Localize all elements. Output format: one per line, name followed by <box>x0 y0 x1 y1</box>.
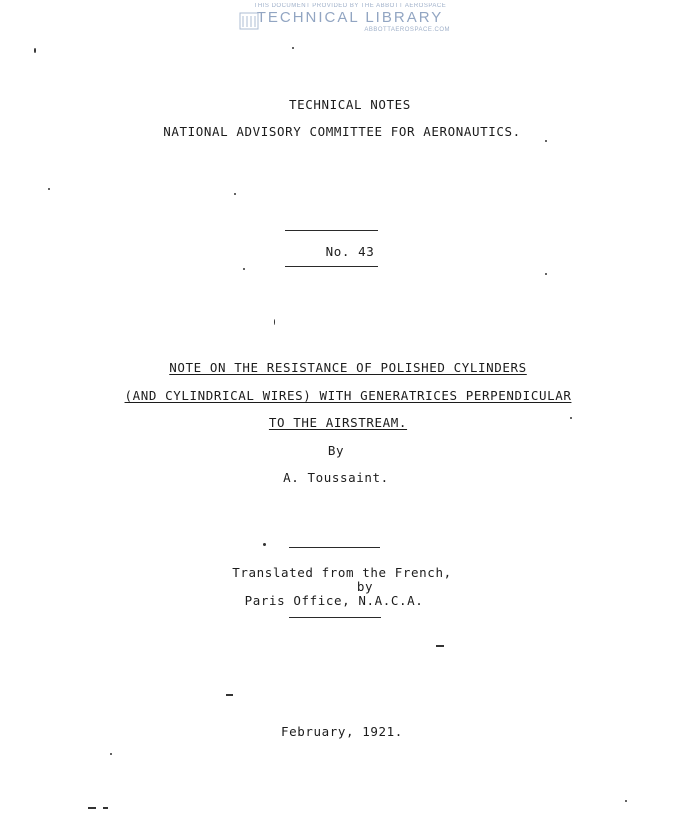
scan-speck <box>243 268 245 270</box>
watermark-provided-line: THIS DOCUMENT PROVIDED BY THE ABBOTT AEROSPACE <box>253 3 447 9</box>
scan-speck <box>110 753 112 755</box>
library-watermark <box>200 2 500 34</box>
scan-speck <box>570 417 572 419</box>
scan-speck <box>103 807 108 809</box>
scan-speck <box>234 193 236 195</box>
rule-above-translation <box>289 547 380 548</box>
rule-below-number <box>285 266 378 267</box>
scan-speck <box>263 543 266 546</box>
scan-speck <box>545 140 547 142</box>
watermark-title: TECHNICAL LIBRARY <box>256 9 444 26</box>
title-line-3: TO THE AIRSTREAM. <box>268 415 408 430</box>
title-line-2: (AND CYLINDRICAL WIRES) WITH GENERATRICES PERPENDICULAR <box>124 388 572 403</box>
library-logo-icon <box>238 9 260 31</box>
rule-above-number <box>285 230 378 231</box>
note-number: No. 43 <box>325 244 375 259</box>
translation-line-1: Translated from the French, <box>232 565 452 580</box>
rule-below-translation <box>289 617 381 618</box>
scan-speck <box>48 188 50 190</box>
scan-speck <box>625 800 627 802</box>
scan-speck <box>88 807 96 809</box>
watermark-site: ABBOTTAEROSPACE.COM <box>364 27 450 33</box>
scan-speck <box>545 273 547 275</box>
committee-heading: NATIONAL ADVISORY COMMITTEE FOR AERONAUTICS. <box>163 124 521 139</box>
series-heading: TECHNICAL NOTES <box>289 97 411 112</box>
publication-date: February, 1921. <box>281 724 403 739</box>
scan-speck <box>34 48 36 53</box>
translation-line-2: by <box>356 579 374 594</box>
translation-line-3: Paris Office, N.A.C.A. <box>244 593 424 608</box>
scan-speck <box>292 47 294 49</box>
scan-speck <box>274 319 275 325</box>
scan-speck <box>436 645 444 647</box>
byline-by: By <box>327 443 345 458</box>
author-name: A. Toussaint. <box>283 470 389 485</box>
title-line-1: NOTE ON THE RESISTANCE OF POLISHED CYLINDERS <box>169 360 527 375</box>
scan-speck <box>226 694 233 696</box>
